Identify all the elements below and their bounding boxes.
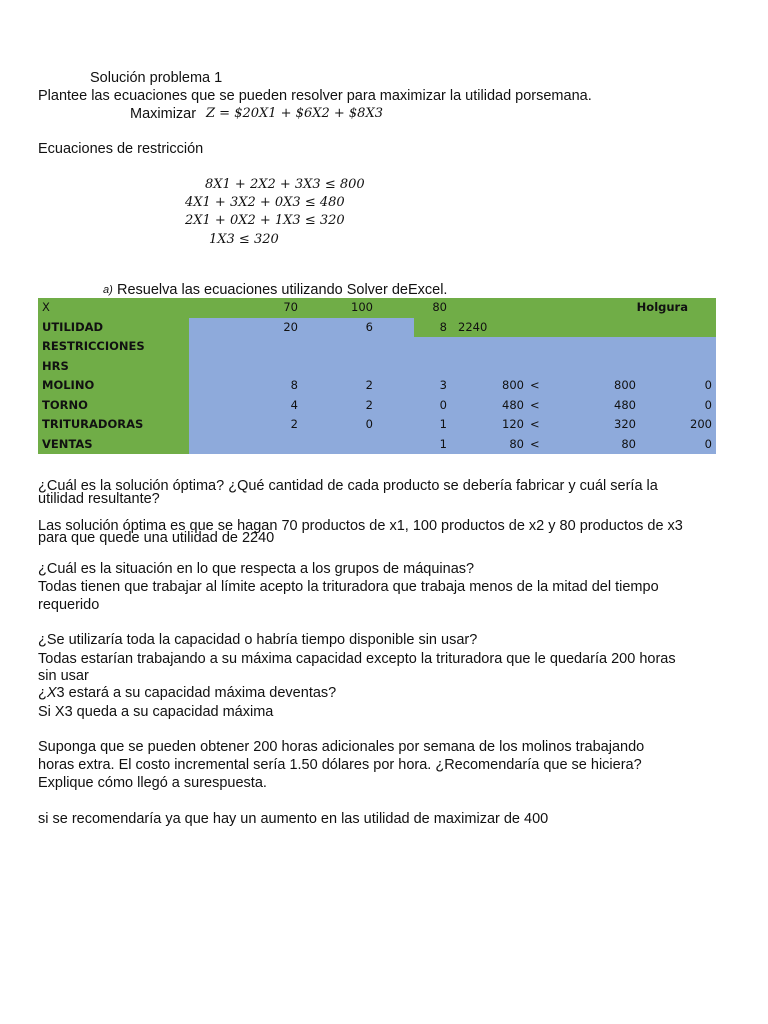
- coef-x2: 2: [365, 397, 373, 412]
- table-row: [38, 376, 716, 396]
- question-text: ¿Se utilizaría toda la capacidad o habría tiempo disponible sin usar?: [38, 632, 478, 648]
- answer-text: requerido: [38, 597, 100, 613]
- question-variable: X: [46, 685, 57, 701]
- answer-text: Todas tienen que trabajar al límite acepto la trituradora que trabaja menos de la mitad del tiempo: [38, 579, 659, 595]
- coef-x1: 20: [283, 319, 298, 334]
- objective-label: Maximizar: [130, 106, 197, 122]
- solver-table: [38, 298, 716, 454]
- slack: 200: [690, 417, 712, 431]
- value-x3: 80: [432, 300, 447, 314]
- row-label: X: [42, 300, 50, 314]
- data-cell: [189, 357, 716, 377]
- constraint-equation: 4X1 + 3X2 + 0X3 ≤ 480: [185, 195, 345, 210]
- row-label: MOLINO: [42, 378, 95, 392]
- coef-x2: [298, 435, 373, 455]
- operator: <: [530, 378, 540, 392]
- objective-formula: Z = $20X1 + $6X2 + $8X3: [206, 106, 383, 121]
- value-x2: 100: [351, 300, 373, 314]
- answer-text: sin usar: [38, 668, 89, 684]
- table-row: [38, 415, 716, 435]
- used-hours: 120: [502, 417, 524, 431]
- coef-x1: 2: [290, 417, 298, 431]
- total-utility: 2240: [458, 319, 488, 334]
- table-row: [38, 298, 716, 318]
- value-x1: 70: [283, 300, 298, 314]
- coef-x3: 3: [439, 378, 447, 392]
- coef-x1: 8: [290, 378, 298, 392]
- holgura-header: Holgura: [636, 300, 688, 314]
- answer-text: para que quede una utilidad de 2240: [38, 530, 275, 546]
- part-a-text: Resuelva las ecuaciones utilizando Solver deExcel.: [117, 282, 448, 298]
- constraints-title: Ecuaciones de restricción: [38, 141, 204, 157]
- question-text: Explique cómo llegó a surespuesta.: [38, 775, 267, 791]
- coef-x2: 6: [365, 319, 373, 334]
- table-row: [38, 337, 716, 357]
- intro-text: Plantee las ecuaciones que se pueden resolver para maximizar la utilidad porsemana.: [38, 88, 592, 104]
- coef-x3: 1: [439, 436, 447, 451]
- constraint-equation: 1X3 ≤ 320: [209, 232, 279, 247]
- operator: <: [530, 436, 540, 451]
- coef-x2: 0: [365, 417, 373, 431]
- coef-x3: 0: [439, 397, 447, 412]
- coef-x1: 4: [290, 397, 298, 412]
- limit: 320: [614, 417, 636, 431]
- page-title: Solución problema 1: [90, 70, 223, 86]
- row-label: TORNO: [42, 397, 88, 412]
- coef-x2: 2: [365, 378, 373, 392]
- operator: <: [530, 397, 540, 412]
- question-prefix: ¿: [38, 685, 47, 701]
- question-text: ¿Cuál es la situación en lo que respecta a los grupos de máquinas?: [38, 561, 475, 577]
- question-text: [38, 685, 336, 702]
- part-a-marker: a): [103, 284, 113, 296]
- slack: 0: [704, 436, 712, 451]
- coef-x3: 8: [439, 319, 447, 334]
- answer-text: Todas estarían trabajando a su máxima capacidad excepto la trituradora que le quedaría 200 horas: [38, 651, 676, 667]
- table-row: [38, 396, 716, 416]
- answer-text: si se recomendaría ya que hay un aumento en las utilidad de maximizar de 400: [38, 811, 549, 827]
- row-label: UTILIDAD: [42, 319, 104, 334]
- constraint-equation: 8X1 + 2X2 + 3X3 ≤ 800: [205, 177, 365, 192]
- constraint-equation: 2X1 + 0X2 + 1X3 ≤ 320: [185, 213, 345, 228]
- coef-x1: [228, 435, 298, 455]
- question-text: utilidad resultante?: [38, 491, 160, 507]
- used-hours: 480: [502, 397, 524, 412]
- used-hours: 80: [509, 436, 524, 451]
- operator: <: [530, 417, 540, 431]
- coef-x3: 1: [439, 417, 447, 431]
- slack: 0: [704, 378, 712, 392]
- row-label: RESTRICCIONES: [42, 339, 145, 353]
- row-label: VENTAS: [42, 436, 93, 451]
- used-hours: 800: [502, 378, 524, 392]
- question-text: Suponga que se pueden obtener 200 horas adicionales por semana de los molinos trabajando: [38, 739, 645, 755]
- table-row: [38, 357, 716, 377]
- table-row: [38, 318, 716, 338]
- limit: 800: [614, 378, 636, 392]
- limit: 80: [621, 436, 636, 451]
- slack: 0: [704, 397, 712, 412]
- limit: 480: [614, 397, 636, 412]
- question-text: ¿Cuál es la solución óptima? ¿Qué cantidad de cada producto se debería fabricar y cuál sería la: [38, 478, 658, 494]
- row-label: TRITURADORAS: [42, 417, 144, 431]
- answer-text: Las solución óptima es que se hagan 70 productos de x1, 100 productos de x2 y 80 productos de x3: [38, 518, 683, 534]
- data-cell: [189, 337, 716, 357]
- question-text: horas extra. El costo incremental sería 1.50 dólares por hora. ¿Recomendaría que se hiciera?: [38, 757, 642, 773]
- table-row: [38, 435, 716, 455]
- question-suffix: 3 estará a su capacidad máxima deventas?: [56, 685, 337, 701]
- answer-text: Si X3 queda a su capacidad máxima: [38, 704, 274, 720]
- row-label: HRS: [42, 358, 69, 373]
